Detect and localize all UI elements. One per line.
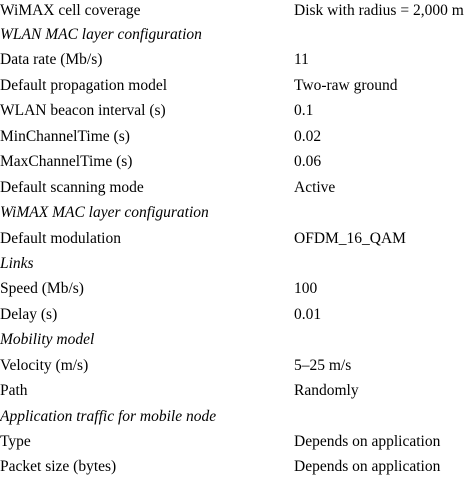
section-heading: WiMAX MAC layer configuration [0,204,209,222]
section-heading: WLAN MAC layer configuration [0,26,202,43]
parameter-value: 0.06 [294,153,322,171]
section-row [0,327,474,352]
table-row [0,226,474,251]
parameter-label: Default modulation [0,229,121,247]
table-row [0,124,474,149]
parameter-value: 0.1 [294,102,314,120]
parameter-value: OFDM_16_QAM [294,229,406,247]
table-row [0,454,474,479]
parameter-value: 0.02 [294,127,322,145]
parameter-value: 11 [294,51,309,69]
table-row [0,73,474,98]
table-row [0,302,474,327]
section-heading: Links [0,254,34,272]
table-row [0,98,474,123]
parameter-label: Velocity (m/s) [0,356,89,374]
parameter-value: Two-raw ground [294,76,398,94]
parameter-label: WLAN beacon interval (s) [0,102,166,120]
section-row [0,251,474,276]
section-heading: Application traffic for mobile node [0,407,217,425]
parameter-label: Default propagation model [0,76,168,94]
parameter-value: Randomly [294,382,359,400]
parameter-value: Active [294,178,336,196]
section-heading: Mobility model [0,331,95,349]
parameter-value: Depends on application [294,433,441,450]
parameter-label: Delay (s) [0,305,58,323]
parameter-value: 0.01 [294,305,322,323]
table-row [0,276,474,301]
section-row [0,200,474,225]
table-row [0,429,474,454]
parameter-label: Path [0,382,28,400]
table-row [0,353,474,378]
parameter-value: 5–25 m/s [294,356,352,374]
parameter-label: MaxChannelTime (s) [0,153,133,171]
table-row [0,0,474,22]
section-row [0,404,474,429]
parameter-label: Type [0,433,31,450]
table-row [0,378,474,403]
parameter-value: 100 [294,280,318,298]
parameter-value: Depends on application [294,458,441,476]
table-row [0,47,474,72]
parameter-label: Speed (Mb/s) [0,280,84,298]
section-row [0,22,474,47]
parameter-label: Packet size (bytes) [0,458,117,476]
table-row [0,175,474,200]
parameter-label: Default scanning mode [0,178,144,196]
parameter-label: MinChannelTime (s) [0,127,130,145]
parameter-label: WiMAX cell coverage [0,2,141,19]
parameter-label: Data rate (Mb/s) [0,51,103,69]
parameter-value: Disk with radius = 2,000 m [294,2,464,19]
table-row [0,149,474,174]
